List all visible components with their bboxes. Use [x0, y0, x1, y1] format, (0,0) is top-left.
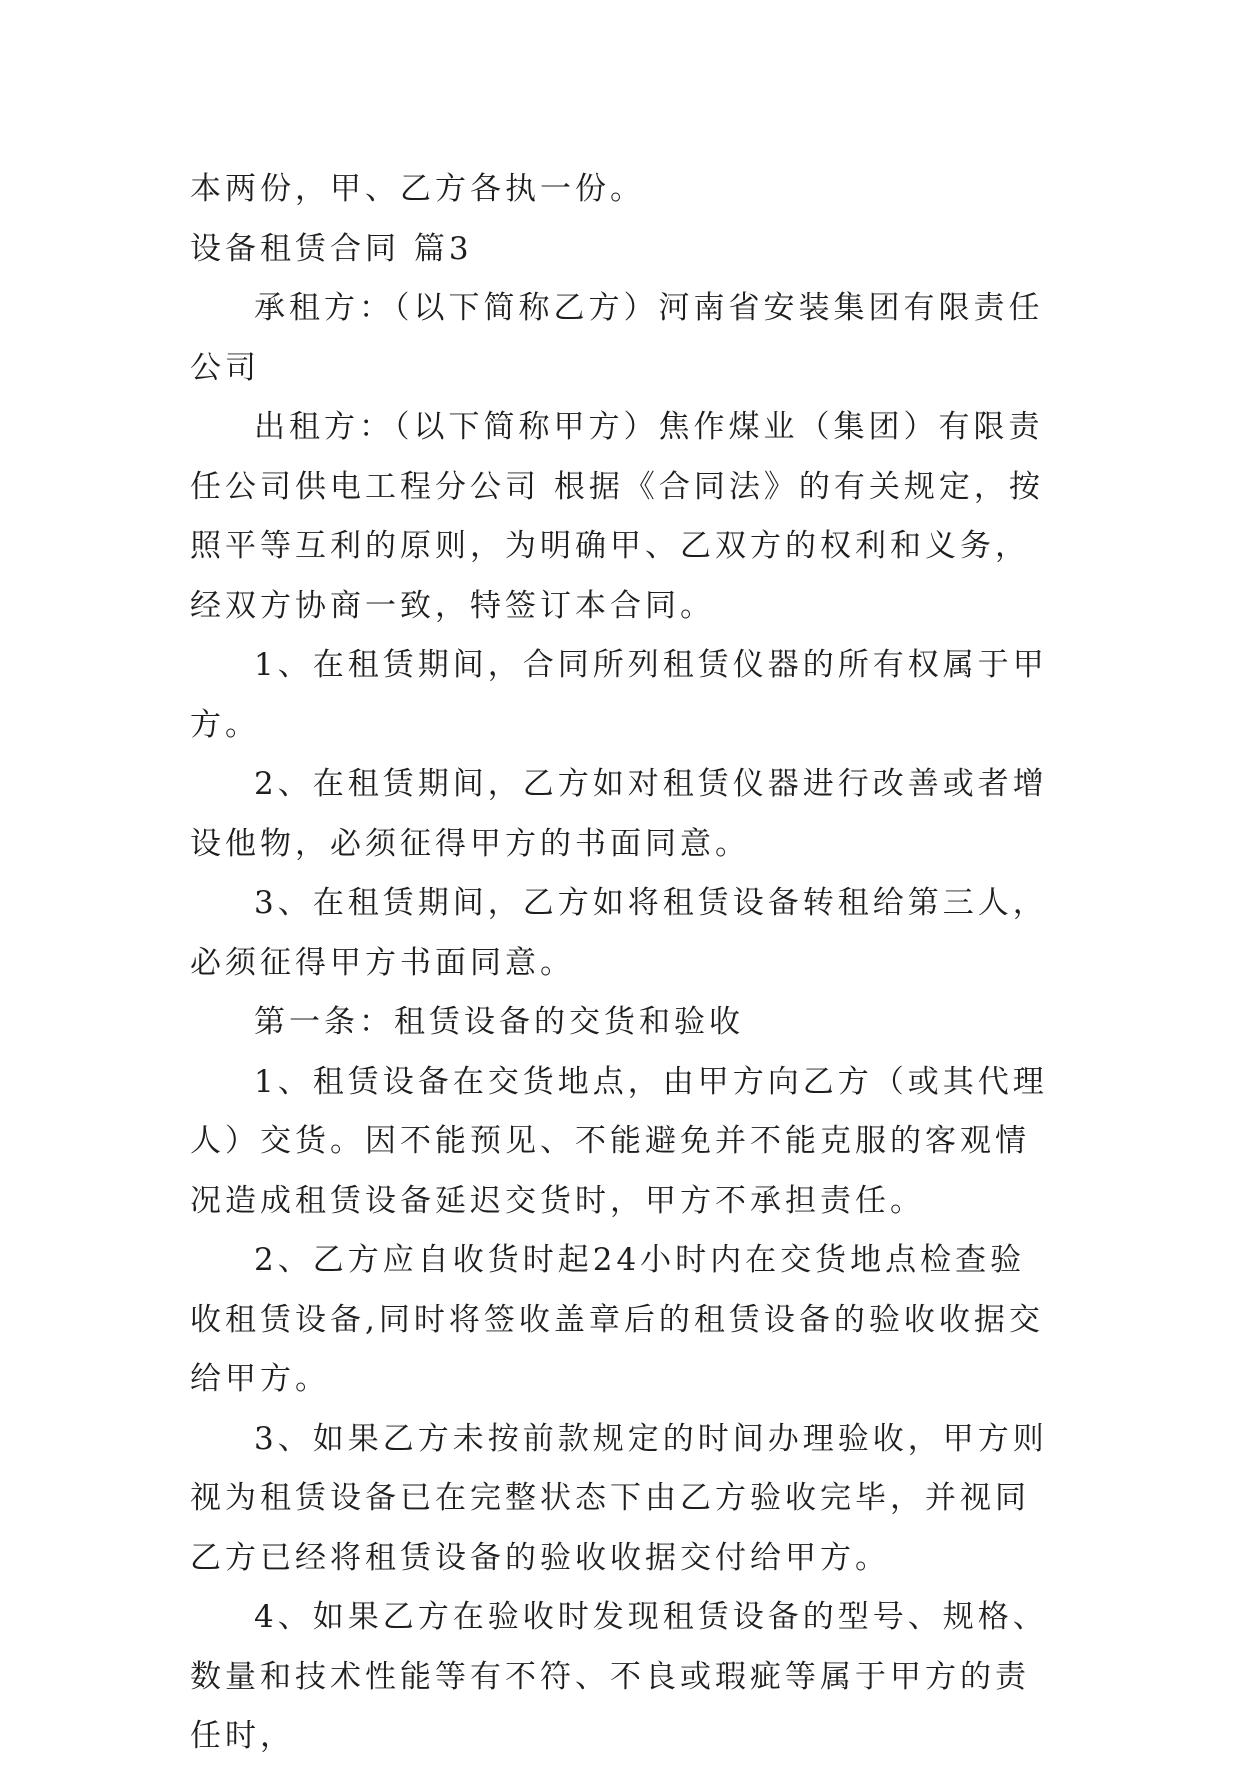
- article-one-heading: 第一条：租赁设备的交货和验收: [254, 1004, 744, 1040]
- document-body: [190, 160, 1050, 1767]
- article-one-item-4: 4、如果乙方在验收时发现租赁设备的型号、规格、数量和技术性能等有不符、不良或瑕疵等属于甲方的责任时，: [190, 1599, 1048, 1754]
- paragraph-copies: 本两份，甲、乙方各执一份。: [190, 171, 645, 207]
- clause-improvement: 2、在租赁期间，乙方如对租赁仪器进行改善或者增设他物，必须征得甲方的书面同意。: [190, 766, 1048, 862]
- article-one-item-1: 1、租赁设备在交货地点，由甲方向乙方（或其代理人）交货。因不能预见、不能避免并不能克服的客观情况造成租赁设备延迟交货时，甲方不承担责任。: [190, 1063, 1048, 1219]
- article-one-item-3: 3、如果乙方未按前款规定的时间办理验收，甲方则视为租赁设备已在完整状态下由乙方验收完毕，并视同乙方已经将租赁设备的验收收据交付给甲方。: [190, 1420, 1048, 1576]
- clause-ownership: 1、在租赁期间，合同所列租赁仪器的所有权属于甲方。: [190, 647, 1048, 743]
- paragraph-lessor: 出租方：（以下简称甲方）焦作煤业（集团）有限责任公司供电工程分公司 根据《合同法》的有关规定，按照平等互利的原则，为明确甲、乙双方的权利和义务，经双方协商一致，特签订本合同。: [190, 409, 1044, 624]
- paragraph-lessee: 承租方：（以下简称乙方）河南省安装集团有限责任公司: [190, 290, 1044, 386]
- section-heading: 设备租赁合同 篇3: [190, 230, 473, 267]
- clause-sublease: 3、在租赁期间，乙方如将租赁设备转租给第三人，必须征得甲方书面同意。: [190, 885, 1048, 981]
- article-one-item-2: 2、乙方应自收货时起24小时内在交货地点检查验收租赁设备,同时将签收盖章后的租赁设备的验收收据交给甲方。: [190, 1242, 1044, 1397]
